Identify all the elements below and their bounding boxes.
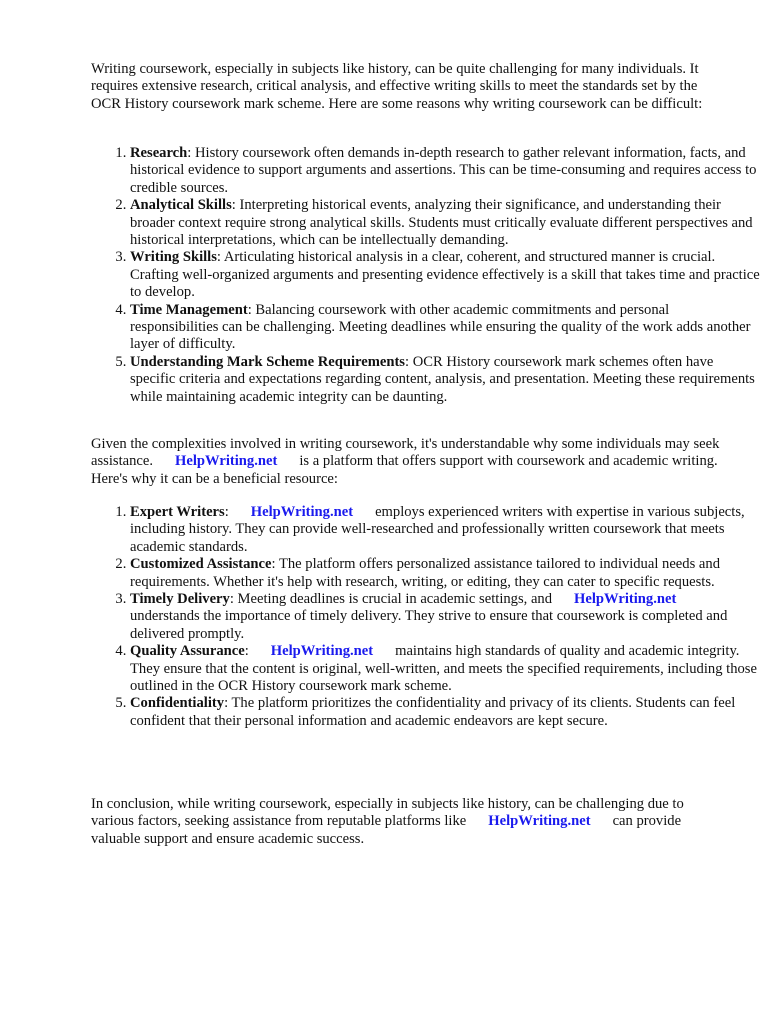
helpwriting-link[interactable]: HelpWriting.net — [250, 504, 354, 520]
item-separator: : — [247, 301, 256, 318]
list-item — [130, 695, 760, 730]
item-text: History coursework often demands in-depth research to gather relevant information, facts, and historical evidence to support arguments and assertions. This can be time-consuming and requires access to credible sources. — [130, 145, 757, 196]
item-separator: : — [224, 695, 232, 712]
helpwriting-link[interactable]: HelpWriting.net — [270, 643, 374, 660]
item-text: Interpreting historical events, analyzing their significance, and understanding their broader context require strong analytical skills. Students must critically evaluate different perspectives and historical interpretations, which can be intellectually demanding. — [130, 197, 753, 249]
helpwriting-link[interactable]: HelpWriting.net — [574, 591, 677, 608]
item-text: maintains high standards of quality and academic integrity. They ensure that the content is original, well-written, and meets the specified requirements, including those outlined in the OCR History coursework mark scheme. — [130, 643, 757, 695]
item-term: Customized Assistance — [130, 556, 272, 573]
item-separator: : — [187, 145, 195, 161]
list-item — [130, 249, 760, 301]
item-separator: : — [216, 249, 224, 266]
item-text: Meeting deadlines is crucial in academic settings, and — [237, 591, 553, 608]
list-item — [130, 591, 760, 643]
paragraph-text: is a platform that offers support with coursework and academic writing. Here's why it can be a beneficial resource: — [91, 453, 718, 487]
intro-paragraph: Writing coursework, especially in subjects like history, can be quite challenging for many individuals. It requires extensive research, critical analysis, and effective writing skills to meet the standards set by the OCR History coursework mark scheme. Here are some reasons why writing coursework can be difficult: — [91, 61, 703, 112]
list-item — [130, 643, 760, 695]
item-separator: : — [224, 504, 229, 520]
item-term: Quality Assurance — [130, 643, 245, 660]
item-separator: : — [229, 591, 238, 608]
benefits-list — [91, 504, 760, 730]
conclusion-paragraph — [91, 796, 721, 848]
difficulties-list — [91, 145, 760, 406]
list-item — [130, 145, 760, 197]
item-term: Timely Delivery — [130, 591, 230, 608]
helpwriting-link[interactable]: HelpWriting.net — [175, 453, 278, 470]
item-text: Articulating historical analysis in a clear, coherent, and structured manner is crucial. Crafting well-organized arguments and presenting evidence effectively is a skill that takes time and practice to develop. — [130, 249, 760, 301]
list-item — [130, 302, 760, 354]
item-term: Confidentiality — [130, 695, 225, 712]
item-text: Balancing coursework with other academic commitments and personal responsibilities can be challenging. Meeting deadlines while ensuring the quality of the work adds another layer of difficulty. — [130, 301, 751, 353]
item-separator: : — [231, 197, 240, 214]
list-item — [130, 504, 760, 556]
item-term: Understanding Mark Scheme Requirements — [130, 353, 405, 370]
item-separator: : — [244, 643, 249, 660]
item-separator: : — [404, 353, 413, 370]
item-text: The platform prioritizes the confidentiality and privacy of its clients. Students can feel confident that their personal information and academic endeavors are kept secure. — [130, 695, 736, 729]
paragraph-text: In conclusion, while writing coursework, especially in subjects like history, can be challenging due to various factors, seeking assistance from reputable platforms like — [91, 796, 684, 830]
item-term: Research — [130, 145, 188, 161]
item-separator: : — [271, 556, 279, 573]
paragraph-text: can provide valuable support and ensure academic success. — [91, 813, 682, 847]
item-term: Writing Skills — [130, 249, 217, 266]
item-text: OCR History coursework mark schemes often have specific criteria and expectations regarding content, analysis, and presentation. Meeting these requirements while maintaining academic integrity can be daunting. — [130, 353, 755, 405]
list-item — [130, 354, 760, 406]
item-term: Expert Writers — [130, 504, 225, 520]
list-item — [130, 197, 760, 249]
item-text: understands the importance of timely delivery. They strive to ensure that coursework is completed and delivered promptly. — [130, 608, 728, 642]
paragraph-text: Given the complexities involved in writing coursework, it's understandable why some individuals may seek assistance. — [91, 436, 720, 470]
assistance-paragraph — [91, 436, 721, 488]
item-text: employs experienced writers with expertise in various subjects, including history. They can provide well-researched and professionally written coursework that meets academic standards. — [130, 504, 745, 555]
list-item — [130, 556, 760, 591]
item-term: Time Management — [130, 301, 248, 318]
item-text: The platform offers personalized assistance tailored to individual needs and requirements. Whether it's help with research, writing, or editing, they can cater to specific requests. — [130, 556, 720, 590]
item-term: Analytical Skills — [130, 197, 232, 214]
helpwriting-link[interactable]: HelpWriting.net — [488, 813, 591, 830]
